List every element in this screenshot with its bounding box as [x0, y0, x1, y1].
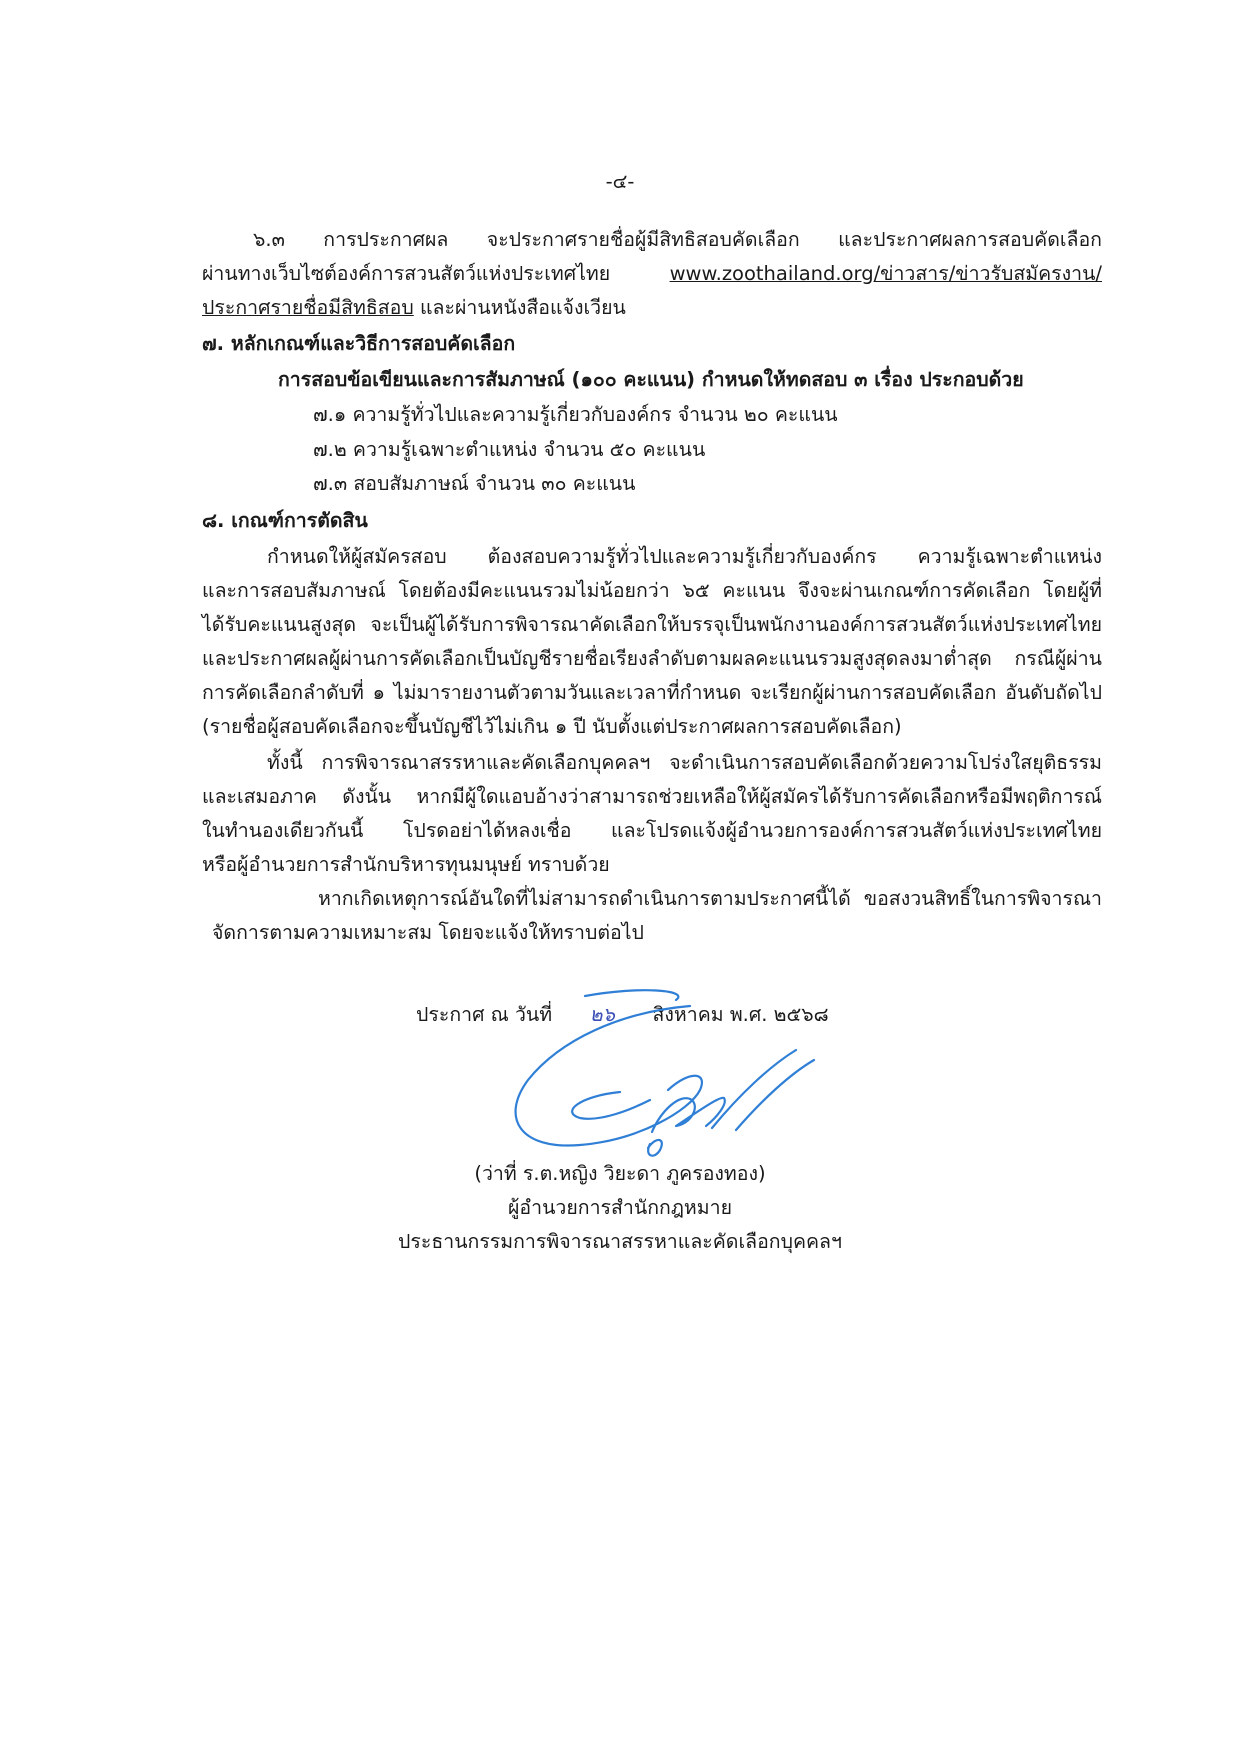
announcement-month-year: สิงหาคม พ.ศ. ๒๕๖๘: [652, 1003, 829, 1026]
announcement-date: [416, 1001, 829, 1029]
page-number: -๔-: [605, 170, 635, 193]
eligible-list-link[interactable]: ประกาศรายชื่อมีสิทธิสอบ: [202, 296, 414, 319]
section-8-heading: ๘. เกณฑ์การตัดสิน: [202, 509, 368, 532]
section-8-para1-line: (รายชื่อผู้สอบคัดเลือกจะขึ้นบัญชีไว้ไม่เกิน ๑ ปี นับตั้งแต่ประกาศผลการสอบคัดเลือก): [202, 715, 902, 738]
section-7-item: ๗.๒ ความรู้เฉพาะตำแหน่ง จำนวน ๕๐ คะแนน: [313, 438, 706, 461]
section-8-para1-line: ได้รับคะแนนสูงสุด จะเป็นผู้ได้รับการพิจารณาคัดเลือกให้บรรจุเป็นพนักงานองค์การสวนสัตว์แห่งประเทศไทย: [202, 613, 1102, 636]
section-6-3-line1: ๖.๓ การประกาศผล จะประกาศรายชื่อผู้มีสิทธิสอบคัดเลือก และประกาศผลการสอบคัดเลือก: [253, 228, 1102, 251]
section-7-item: ๗.๑ ความรู้ทั่วไปและความรู้เกี่ยวกับองค์กร จำนวน ๒๐ คะแนน: [313, 403, 838, 426]
section-7-heading: ๗. หลักเกณฑ์และวิธีการสอบคัดเลือก: [202, 332, 516, 355]
section-8-para1-line: การคัดเลือกลำดับที่ ๑ ไม่มารายงานตัวตามวันและเวลาที่กำหนด จะเรียกผู้ผ่านการสอบคัดเลือก อันดับถัดไป: [202, 681, 1102, 704]
section-8-para1-line: และประกาศผลผู้ผ่านการคัดเลือกเป็นบัญชีรายชื่อเรียงลำดับตามผลคะแนนรวมสูงสุดลงมาต่ำสุด กรณีผู้ผ่าน: [202, 647, 1102, 670]
section-8-para3-line: หากเกิดเหตุการณ์อันใดที่ไม่สามารถดำเนินการตามประกาศนี้ได้ ขอสงวนสิทธิ์ในการพิจารณา: [318, 887, 1102, 910]
announcement-prefix: ประกาศ ณ วันที่: [416, 1003, 553, 1026]
section-7-item: ๗.๓ สอบสัมภาษณ์ จำนวน ๓๐ คะแนน: [313, 472, 636, 495]
section-8-para2-line: ทั้งนี้ การพิจารณาสรรหาและคัดเลือกบุคคลฯ จะดำเนินการสอบคัดเลือกด้วยความโปร่งใสยุติธรรม: [267, 751, 1102, 774]
section-8-para2-line: และเสมอภาค ดังนั้น หากมีผู้ใดแอบอ้างว่าสามารถช่วยเหลือให้ผู้สมัครได้รับการคัดเลือกหรือมีพฤติการณ์: [202, 785, 1102, 808]
announcement-day: ๒๖: [589, 1003, 615, 1026]
section-7-subheading: การสอบข้อเขียนและการสัมภาษณ์ (๑๐๐ คะแนน) กำหนดให้ทดสอบ ๓ เรื่อง ประกอบด้วย: [278, 368, 1024, 391]
section-6-3-line2: [202, 260, 1102, 288]
section-6-3-line2-text: ผ่านทางเว็บไซต์องค์การสวนสัตว์แห่งประเทศไทย: [202, 262, 611, 285]
signatory-name: (ว่าที่ ร.ต.หญิง วิยะดา ภูครองทอง): [474, 1162, 766, 1185]
section-8-para1-line: กำหนดให้ผู้สมัครสอบ ต้องสอบความรู้ทั่วไปและความรู้เกี่ยวกับองค์กร ความรู้เฉพาะตำแหน่ง: [267, 545, 1102, 568]
signatory-position1: ผู้อำนวยการสำนักกฎหมาย: [508, 1196, 732, 1219]
section-6-3-line3: [202, 294, 626, 322]
section-6-3-line3-text: และผ่านหนังสือแจ้งเวียน: [419, 296, 626, 319]
section-8-para1-line: และการสอบสัมภาษณ์ โดยต้องมีคะแนนรวมไม่น้อยกว่า ๖๕ คะแนน จึงจะผ่านเกณฑ์การคัดเลือก โดยผู้ที่: [202, 579, 1102, 602]
section-8-para3-line: จัดการตามความเหมาะสม โดยจะแจ้งให้ทราบต่อไป: [212, 921, 644, 944]
section-8-para2-line: ในทำนองเดียวกันนี้ โปรดอย่าได้หลงเชื่อ และโปรดแจ้งผู้อำนวยการองค์การสวนสัตว์แห่งประเทศไทย: [202, 819, 1102, 842]
signatory-position2: ประธานกรรมการพิจารณาสรรหาและคัดเลือกบุคคลฯ: [398, 1230, 842, 1253]
zoothailand-link[interactable]: www.zoothailand.org/ข่าวสาร/ข่าวรับสมัครงาน/: [669, 262, 1102, 285]
section-8-para2-line: หรือผู้อำนวยการสำนักบริหารทุนมนุษย์ ทราบด้วย: [202, 853, 610, 876]
